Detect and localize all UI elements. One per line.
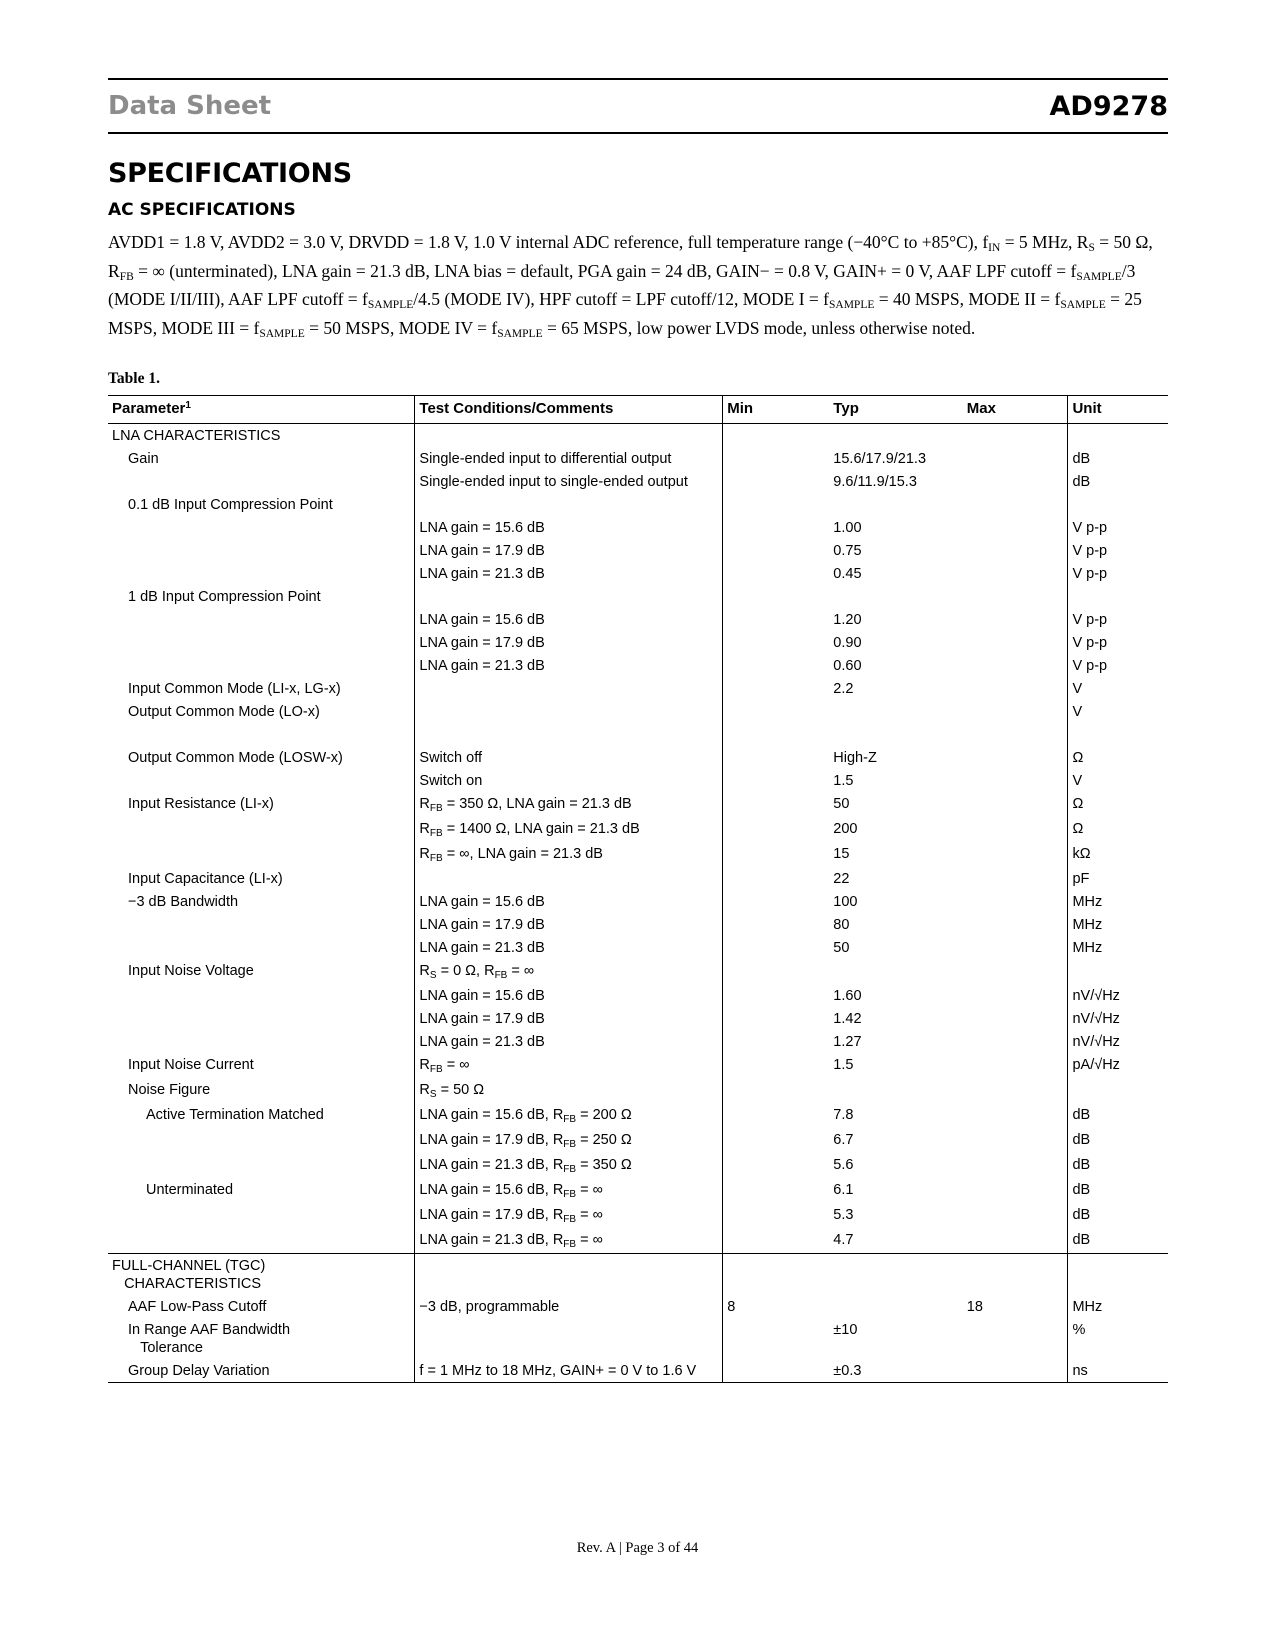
cell-parameter xyxy=(108,608,415,631)
cell-test-conditions: LNA gain = 15.6 dB xyxy=(415,516,723,539)
table-row xyxy=(108,1295,1168,1318)
cell-max xyxy=(963,723,1068,746)
cell-parameter: Gain xyxy=(128,450,159,467)
cell-typ: 0.60 xyxy=(833,657,862,674)
table-row xyxy=(108,1128,1168,1153)
cell-max xyxy=(963,842,1068,867)
cell-unit: V xyxy=(1068,700,1168,723)
cell-min xyxy=(723,539,830,562)
cell-test-conditions: LNA gain = 21.3 dB, $R_{FB}$ = ∞ xyxy=(415,1228,723,1254)
cell-max xyxy=(963,700,1068,723)
cell-parameter xyxy=(108,769,415,792)
table-row xyxy=(108,1254,1168,1296)
cell-test-conditions: LNA gain = 15.6 dB, $R_{FB}$ = ∞ xyxy=(415,1178,723,1203)
cell-parameter xyxy=(108,654,415,677)
cell-test-conditions: LNA gain = 15.6 dB xyxy=(415,890,723,913)
cell-max xyxy=(963,1203,1068,1228)
specifications-table xyxy=(108,395,1168,1383)
cell-parameter: 0.1 dB Input Compression Point xyxy=(128,496,333,513)
cell-test-conditions xyxy=(415,493,723,516)
page-footer: Rev. A | Page 3 of 44 xyxy=(576,1540,699,1556)
cell-parameter xyxy=(108,913,415,936)
cell-max xyxy=(963,817,1068,842)
cell-unit: Ω xyxy=(1068,746,1168,769)
cell-min xyxy=(723,817,830,842)
cell-typ: 2.2 xyxy=(833,680,854,697)
cell-test-conditions: LNA gain = 17.9 dB xyxy=(415,1007,723,1030)
cell-parameter: Output Common Mode (LO-x) xyxy=(128,703,320,720)
cell-max xyxy=(963,1318,1068,1359)
table-header-row xyxy=(108,396,1168,424)
cell-unit xyxy=(1068,723,1168,746)
cell-max xyxy=(963,1053,1068,1078)
cell-test-conditions: LNA gain = 21.3 dB xyxy=(415,562,723,585)
cell-unit: nV/√Hz xyxy=(1068,1007,1168,1030)
cell-typ: 1.20 xyxy=(833,611,862,628)
cell-typ xyxy=(829,1254,962,1296)
cell-min xyxy=(723,792,830,817)
cell-max xyxy=(963,424,1068,448)
cell-typ: 50 xyxy=(833,795,850,812)
cell-unit: Ω xyxy=(1068,817,1168,842)
cell-parameter: 1 dB Input Compression Point xyxy=(128,588,321,605)
cell-typ: 0.90 xyxy=(833,634,862,651)
table-body xyxy=(108,424,1168,1383)
table-row xyxy=(108,746,1168,769)
cell-max xyxy=(963,1128,1068,1153)
cell-max xyxy=(963,1254,1068,1296)
cell-test-conditions xyxy=(415,1254,723,1296)
table-row xyxy=(108,1007,1168,1030)
cell-test-conditions: $R_{FB}$ = ∞, LNA gain = 21.3 dB xyxy=(415,842,723,867)
table-row xyxy=(108,1053,1168,1078)
cell-parameter: Input Common Mode (LI-x, LG-x) xyxy=(128,680,341,697)
table-row xyxy=(108,516,1168,539)
table-row xyxy=(108,539,1168,562)
cell-typ: 4.7 xyxy=(833,1231,854,1248)
cell-min xyxy=(723,1254,830,1296)
cell-max xyxy=(963,913,1068,936)
table-row xyxy=(108,631,1168,654)
cell-test-conditions: LNA gain = 15.6 dB, $R_{FB} = 200$ Ω xyxy=(415,1103,723,1128)
column-header-test-conditions: Test Conditions/Comments xyxy=(415,396,723,424)
table-row xyxy=(108,984,1168,1007)
cell-test-conditions: −3 dB, programmable xyxy=(415,1295,723,1318)
cell-test-conditions: LNA gain = 17.9 dB, $R_{FB} = 250$ Ω xyxy=(415,1128,723,1153)
cell-parameter: −3 dB Bandwidth xyxy=(128,893,239,910)
table-row xyxy=(108,1103,1168,1128)
cell-max xyxy=(963,585,1068,608)
cell-min: 8 xyxy=(723,1295,830,1318)
cell-test-conditions xyxy=(415,1318,723,1359)
cell-typ xyxy=(829,1078,962,1103)
cell-parameter xyxy=(108,562,415,585)
column-header-typ: Typ xyxy=(829,396,962,424)
document-type-label: Data Sheet xyxy=(108,91,272,121)
cell-unit: pA/√Hz xyxy=(1068,1053,1168,1078)
table-row xyxy=(108,493,1168,516)
cell-unit: Ω xyxy=(1068,792,1168,817)
cell-parameter xyxy=(108,1007,415,1030)
cell-max xyxy=(963,1007,1068,1030)
cell-test-conditions: $R_{FB} = 350$ Ω, LNA gain = 21.3 dB xyxy=(415,792,723,817)
cell-typ: ±0.3 xyxy=(829,1359,962,1383)
section-subtitle: AC SPECIFICATIONS xyxy=(108,200,296,220)
cell-min xyxy=(723,769,830,792)
cell-unit: MHz xyxy=(1068,936,1168,959)
cell-min xyxy=(723,890,830,913)
cell-max xyxy=(963,562,1068,585)
cell-test-conditions xyxy=(415,677,723,700)
cell-min xyxy=(723,1078,830,1103)
cell-max xyxy=(963,1103,1068,1128)
cell-min xyxy=(723,562,830,585)
table-row xyxy=(108,1153,1168,1178)
cell-max xyxy=(963,984,1068,1007)
cell-parameter xyxy=(108,1228,415,1254)
cell-parameter xyxy=(108,842,415,867)
cell-typ: 7.8 xyxy=(833,1106,854,1123)
cell-parameter xyxy=(108,1203,415,1228)
cell-typ: High-Z xyxy=(833,749,877,766)
table-row xyxy=(108,1178,1168,1203)
cell-unit: V xyxy=(1068,677,1168,700)
cell-min xyxy=(723,447,830,470)
cell-unit xyxy=(1068,424,1168,448)
cell-unit xyxy=(1068,1078,1168,1103)
cell-unit: dB xyxy=(1068,1103,1168,1128)
cell-parameter xyxy=(108,631,415,654)
cell-min xyxy=(723,842,830,867)
cell-test-conditions: $R_S = 50$ Ω xyxy=(415,1078,723,1103)
cell-test-conditions: LNA gain = 17.9 dB xyxy=(415,539,723,562)
table-row xyxy=(108,424,1168,448)
cell-max xyxy=(963,890,1068,913)
cell-min xyxy=(723,516,830,539)
cell-max xyxy=(963,1078,1068,1103)
cell-max xyxy=(963,746,1068,769)
cell-min xyxy=(723,608,830,631)
cell-max xyxy=(963,792,1068,817)
cell-min xyxy=(723,1228,830,1254)
cell-min xyxy=(723,867,830,890)
cell-parameter: Noise Figure xyxy=(128,1081,211,1098)
cell-test-conditions: LNA gain = 15.6 dB xyxy=(415,984,723,1007)
cell-typ: 5.6 xyxy=(833,1156,854,1173)
table-row xyxy=(108,608,1168,631)
cell-unit: kΩ xyxy=(1068,842,1168,867)
cell-test-conditions: Switch off xyxy=(415,746,723,769)
table-row xyxy=(108,936,1168,959)
table-row xyxy=(108,769,1168,792)
cell-parameter xyxy=(108,984,415,1007)
cell-typ: 1.42 xyxy=(833,1010,862,1027)
table-row xyxy=(108,585,1168,608)
cell-typ: 1.60 xyxy=(833,987,862,1004)
table-row xyxy=(108,470,1168,493)
table-row xyxy=(108,913,1168,936)
cell-parameter xyxy=(108,817,415,842)
cell-min xyxy=(723,1053,830,1078)
cell-typ: 15.6/17.9/21.3 xyxy=(833,450,927,467)
cell-test-conditions: LNA gain = 21.3 dB xyxy=(415,1030,723,1053)
cell-parameter xyxy=(108,723,415,746)
cell-typ: 1.5 xyxy=(833,772,854,789)
cell-unit: dB xyxy=(1068,1203,1168,1228)
cell-max xyxy=(963,447,1068,470)
cell-typ xyxy=(829,959,962,984)
cell-max xyxy=(963,1153,1068,1178)
cell-parameter: Input Resistance (LI-x) xyxy=(128,795,274,812)
table-row xyxy=(108,867,1168,890)
cell-parameter: In Range AAF Bandwidth Tolerance xyxy=(128,1321,291,1356)
cell-unit: MHz xyxy=(1068,1295,1168,1318)
table-row xyxy=(108,1030,1168,1053)
cell-test-conditions xyxy=(415,424,723,448)
table-row xyxy=(108,700,1168,723)
page-header xyxy=(108,78,1168,134)
cell-min xyxy=(723,677,830,700)
cell-max xyxy=(963,654,1068,677)
cell-min xyxy=(723,1103,830,1128)
cell-parameter: Group Delay Variation xyxy=(108,1359,415,1383)
table-row xyxy=(108,817,1168,842)
column-header-min: Min xyxy=(723,396,830,424)
cell-typ xyxy=(829,493,962,516)
cell-typ: 5.3 xyxy=(833,1206,854,1223)
cell-test-conditions: LNA gain = 17.9 dB, $R_{FB}$ = ∞ xyxy=(415,1203,723,1228)
cell-parameter xyxy=(108,1153,415,1178)
cell-min xyxy=(723,1203,830,1228)
cell-typ: 15 xyxy=(833,845,850,862)
table-row xyxy=(108,1228,1168,1254)
cell-parameter xyxy=(108,1128,415,1153)
cell-unit: MHz xyxy=(1068,913,1168,936)
cell-unit xyxy=(1068,959,1168,984)
cell-test-conditions xyxy=(415,585,723,608)
cell-typ: 80 xyxy=(833,916,850,933)
cell-test-conditions: Single-ended input to differential output xyxy=(415,447,723,470)
cell-max xyxy=(963,631,1068,654)
cell-max xyxy=(963,959,1068,984)
cell-parameter: Input Noise Current xyxy=(128,1056,254,1073)
cell-unit: V p-p xyxy=(1068,654,1168,677)
cell-typ xyxy=(829,424,962,448)
table-row xyxy=(108,842,1168,867)
cell-test-conditions: f = 1 MHz to 18 MHz, GAIN+ = 0 V to 1.6 V xyxy=(415,1359,723,1383)
cell-typ: 6.7 xyxy=(833,1131,854,1148)
cell-unit: pF xyxy=(1068,867,1168,890)
cell-max xyxy=(963,677,1068,700)
cell-typ xyxy=(829,585,962,608)
cell-unit: dB xyxy=(1068,1228,1168,1254)
cell-min xyxy=(723,424,830,448)
cell-typ xyxy=(829,700,962,723)
cell-min xyxy=(723,1128,830,1153)
cell-test-conditions: LNA gain = 21.3 dB, $R_{FB} = 350$ Ω xyxy=(415,1153,723,1178)
cell-typ: 0.45 xyxy=(833,565,862,582)
cell-parameter: FULL-CHANNEL (TGC) CHARACTERISTICS xyxy=(108,1254,415,1296)
cell-max xyxy=(963,936,1068,959)
cell-test-conditions: $R_{FB}$ = ∞ xyxy=(415,1053,723,1078)
table-caption: Table 1. xyxy=(108,370,160,387)
cell-parameter: Active Termination Matched xyxy=(146,1106,324,1123)
cell-typ: 9.6/11.9/15.3 xyxy=(833,473,917,490)
table-row xyxy=(108,890,1168,913)
cell-max xyxy=(963,769,1068,792)
cell-parameter xyxy=(108,936,415,959)
cell-min xyxy=(723,1153,830,1178)
cell-parameter xyxy=(108,470,415,493)
cell-test-conditions: LNA gain = 21.3 dB xyxy=(415,654,723,677)
table-row xyxy=(108,1359,1168,1383)
cell-min xyxy=(723,1178,830,1203)
cell-min xyxy=(723,631,830,654)
cell-unit: ns xyxy=(1068,1359,1168,1383)
part-number-label: AD9278 xyxy=(1049,90,1168,122)
cell-parameter: Output Common Mode (LOSW-x) xyxy=(128,749,343,766)
table-row xyxy=(108,562,1168,585)
cell-unit: V xyxy=(1068,769,1168,792)
cell-unit: nV/√Hz xyxy=(1068,984,1168,1007)
cell-min xyxy=(723,585,830,608)
cell-min xyxy=(723,1030,830,1053)
cell-unit: dB xyxy=(1068,447,1168,470)
cell-min xyxy=(723,936,830,959)
cell-test-conditions: $R_{FB} = 1400$ Ω, LNA gain = 21.3 dB xyxy=(415,817,723,842)
table-row xyxy=(108,1203,1168,1228)
cell-unit xyxy=(1068,585,1168,608)
cell-test-conditions: LNA gain = 17.9 dB xyxy=(415,913,723,936)
cell-parameter xyxy=(108,516,415,539)
cell-min xyxy=(723,984,830,1007)
table-row xyxy=(108,792,1168,817)
table-row xyxy=(108,1078,1168,1103)
column-header-max: Max xyxy=(963,396,1068,424)
cell-unit: nV/√Hz xyxy=(1068,1030,1168,1053)
cell-typ: 1.5 xyxy=(833,1056,854,1073)
cell-test-conditions: Single-ended input to single-ended output xyxy=(415,470,723,493)
cell-typ: 1.00 xyxy=(833,519,862,536)
cell-test-conditions: $R_S = 0$ Ω, $R_{FB}$ = ∞ xyxy=(415,959,723,984)
cell-parameter: AAF Low-Pass Cutoff xyxy=(128,1298,267,1315)
cell-min xyxy=(723,470,830,493)
table-row xyxy=(108,723,1168,746)
table-row xyxy=(108,677,1168,700)
cell-max xyxy=(963,470,1068,493)
table-row xyxy=(108,447,1168,470)
cell-typ: 100 xyxy=(833,893,858,910)
cell-parameter: LNA CHARACTERISTICS xyxy=(112,427,281,444)
cell-typ xyxy=(829,723,962,746)
cell-unit: dB xyxy=(1068,1128,1168,1153)
table-row xyxy=(108,654,1168,677)
cell-unit: V p-p xyxy=(1068,562,1168,585)
cell-typ: 0.75 xyxy=(833,542,862,559)
cell-max xyxy=(963,1359,1068,1383)
cell-typ: 22 xyxy=(833,870,850,887)
cell-typ xyxy=(829,1295,962,1318)
table-row xyxy=(108,1318,1168,1359)
cell-unit: MHz xyxy=(1068,890,1168,913)
cell-typ: ±10 xyxy=(833,1321,858,1338)
cell-max xyxy=(963,493,1068,516)
cell-parameter: Unterminated xyxy=(146,1181,234,1198)
cell-test-conditions: LNA gain = 15.6 dB xyxy=(415,608,723,631)
cell-min xyxy=(723,700,830,723)
cell-max xyxy=(963,1228,1068,1254)
cell-parameter: Input Noise Voltage xyxy=(128,962,254,979)
cell-unit xyxy=(1068,493,1168,516)
cell-max xyxy=(963,608,1068,631)
cell-min xyxy=(723,493,830,516)
cell-parameter xyxy=(108,1030,415,1053)
cell-test-conditions xyxy=(415,700,723,723)
cell-parameter: Input Capacitance (LI-x) xyxy=(128,870,283,887)
cell-max xyxy=(963,1178,1068,1203)
cell-max xyxy=(963,539,1068,562)
cell-unit: V p-p xyxy=(1068,516,1168,539)
cell-unit xyxy=(1068,1254,1168,1296)
cell-min xyxy=(723,746,830,769)
cell-typ: 1.27 xyxy=(833,1033,862,1050)
cell-test-conditions: LNA gain = 17.9 dB xyxy=(415,631,723,654)
column-header-parameter: Parameter$^1$ xyxy=(108,396,415,424)
cell-unit: V p-p xyxy=(1068,608,1168,631)
cell-typ: 6.1 xyxy=(833,1181,854,1198)
conditions-paragraph: AVDD1 = 1.8 V, AVDD2 = 3.0 V, DRVDD = 1.8 V, 1.0 V internal ADC reference, full temperature range (−40°C to +85°C), $f_{IN} = 5$ MHz, $R_S = 50$ Ω, $R_{FB}$ = ∞ (unterminated), LNA gain = 21.3 dB, LNA bias = default, PGA gain = 24 dB, GAIN− = 0.8 V, GAIN+ = 0 V, AAF LPF cutoff = $f_{SAMPLE}/3$ (MODE I/II/III), AAF LPF cutoff = $f_{SAMPLE}/4.5$ (MODE IV), HPF cutoff = LPF cutoff/12, MODE $I = f_{SAMPLE} = 40$ MSPS, MODE II = $f_{SAMPLE} = 25$ MSPS, MODE III = $f_{SAMPLE} = 50$ MSPS, MODE IV = $f_{SAMPLE} = 65$ MSPS, low power LVDS mode, unless otherwise noted. xyxy=(108,232,1153,340)
cell-max xyxy=(963,516,1068,539)
cell-min xyxy=(723,913,830,936)
cell-typ: 200 xyxy=(833,820,858,837)
cell-min xyxy=(723,723,830,746)
cell-unit: V p-p xyxy=(1068,539,1168,562)
column-header-unit: Unit xyxy=(1068,396,1168,424)
cell-min xyxy=(723,959,830,984)
cell-unit: % xyxy=(1068,1318,1168,1359)
cell-unit: dB xyxy=(1068,1178,1168,1203)
cell-unit: dB xyxy=(1068,470,1168,493)
cell-test-conditions: LNA gain = 21.3 dB xyxy=(415,936,723,959)
cell-unit: dB xyxy=(1068,1153,1168,1178)
cell-parameter xyxy=(108,539,415,562)
cell-min xyxy=(723,1318,830,1359)
cell-unit: V p-p xyxy=(1068,631,1168,654)
cell-test-conditions: Switch on xyxy=(415,769,723,792)
cell-max xyxy=(963,1030,1068,1053)
cell-max xyxy=(963,867,1068,890)
cell-test-conditions xyxy=(415,867,723,890)
cell-typ: 50 xyxy=(833,939,850,956)
page-title: SPECIFICATIONS xyxy=(108,158,352,189)
cell-min xyxy=(723,1359,830,1383)
cell-test-conditions xyxy=(415,723,723,746)
cell-min xyxy=(723,654,830,677)
cell-max: 18 xyxy=(966,1298,983,1315)
table-row xyxy=(108,959,1168,984)
cell-min xyxy=(723,1007,830,1030)
